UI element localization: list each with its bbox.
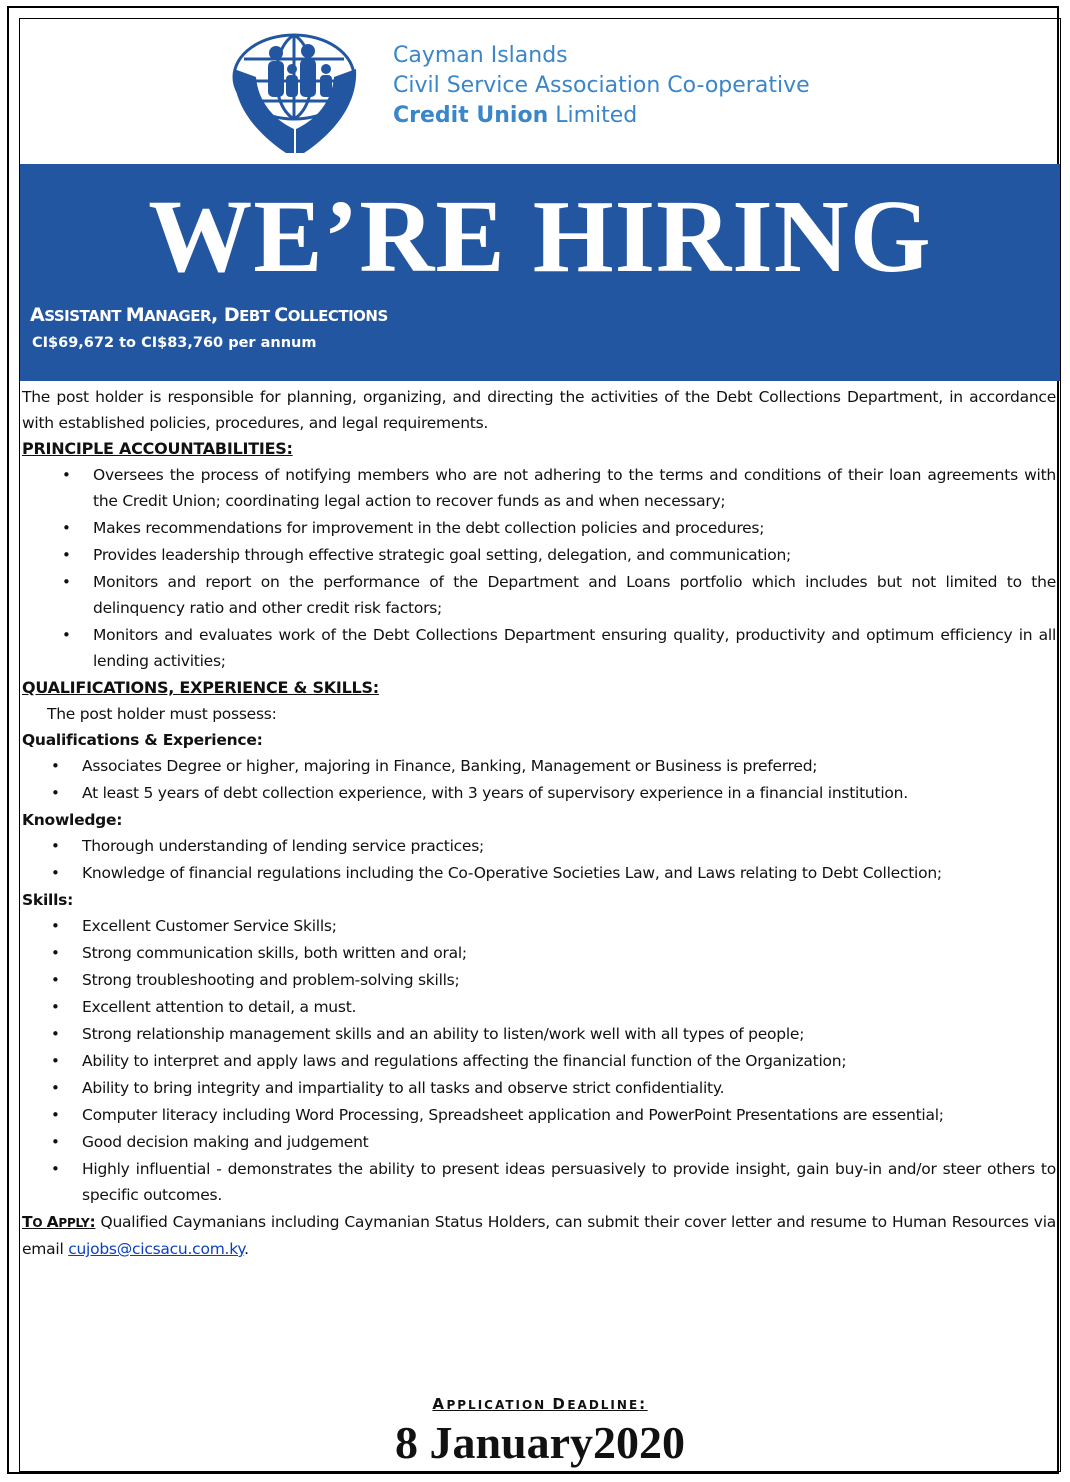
list-item: • Monitors and evaluates work of the Debt Collections Department ensuring quality, productivity and optimum efficiency in all lending activities; bbox=[22, 622, 1056, 674]
hiring-banner bbox=[20, 164, 1060, 381]
list-item: • Excellent attention to detail, a must. bbox=[22, 994, 1056, 1020]
list-item: • Strong relationship management skills and an ability to listen/work well with all types of people; bbox=[22, 1021, 1056, 1047]
qe-heading: Qualifications & Experience: bbox=[22, 731, 263, 749]
apply-end: . bbox=[244, 1240, 249, 1258]
qualifications-heading: QUALIFICATIONS, EXPERIENCE & SKILLS: bbox=[22, 678, 379, 697]
knowledge-list bbox=[22, 833, 1056, 886]
job-title-part: OLLECTIONS bbox=[287, 307, 388, 325]
apply-label-part: : bbox=[89, 1213, 96, 1231]
job-title-part: ANAGER bbox=[144, 307, 212, 325]
apply-label-part: T bbox=[22, 1213, 33, 1231]
list-item: • Strong troubleshooting and problem-solving skills; bbox=[22, 967, 1056, 993]
job-title-part: A bbox=[30, 304, 45, 326]
apply-label-part: PPLY bbox=[58, 1216, 90, 1230]
org-name-line-3 bbox=[393, 101, 810, 131]
job-title-part: M bbox=[125, 304, 145, 326]
job-title-part: C bbox=[274, 304, 288, 326]
org-name-line-1: Cayman Islands bbox=[393, 43, 568, 68]
list-item: • Excellent Customer Service Skills; bbox=[22, 913, 1056, 939]
deadline-date: 8 January2020 bbox=[394, 1417, 686, 1468]
apply-label-part: A bbox=[46, 1213, 59, 1231]
list-item: • Provides leadership through effective strategic goal setting, delegation, and communication; bbox=[22, 542, 1056, 568]
deadline-label bbox=[20, 1395, 1060, 1413]
list-item: • Monitors and report on the performance of the Department and Loans portfolio which includes but not limited to the delinquency ratio and other credit risk factors; bbox=[22, 569, 1056, 621]
deadline-label-part: EADLINE bbox=[567, 1398, 640, 1412]
organization-name bbox=[393, 41, 810, 131]
deadline-label-part: : bbox=[639, 1395, 648, 1413]
job-title-part: EBT bbox=[239, 307, 275, 325]
header bbox=[20, 19, 1060, 164]
list-item: • Knowledge of financial regulations including the Co-Operative Societies Law, and Laws relating to Debt Collection; bbox=[22, 860, 1056, 886]
page-border bbox=[7, 6, 1059, 1474]
list-item: • Good decision making and judgement bbox=[22, 1129, 1056, 1155]
banner-title: WE’RE HIRING bbox=[148, 179, 932, 294]
list-item: • At least 5 years of debt collection experience, with 3 years of supervisory experience in a financial institution. bbox=[22, 780, 1056, 806]
job-title-part: , D bbox=[211, 304, 240, 326]
job-title-part: SSISTANT bbox=[44, 307, 126, 325]
list-item: • Ability to interpret and apply laws and regulations affecting the financial function of the Organization; bbox=[22, 1048, 1056, 1074]
page-inner-border bbox=[19, 18, 1061, 1472]
apply-label-part: O bbox=[32, 1216, 47, 1230]
qualifications-lead: The post holder must possess: bbox=[47, 705, 277, 723]
org-name-line-2: Civil Service Association Co-operative bbox=[393, 73, 810, 98]
apply-email-link[interactable]: cujobs@cicsacu.com.ky bbox=[68, 1240, 245, 1258]
list-item: • Associates Degree or higher, majoring in Finance, Banking, Management or Business is preferred; bbox=[22, 753, 1056, 779]
job-title bbox=[30, 304, 388, 326]
list-item: • Highly influential - demonstrates the ability to present ideas persuasively to provide insight, gain buy-in and/or steer others to specific outcomes. bbox=[22, 1156, 1056, 1208]
skills-heading: Skills: bbox=[22, 891, 74, 909]
credit-union-logo-icon bbox=[230, 29, 360, 157]
intro-paragraph: The post holder is responsible for planning, organizing, and directing the activities of the Debt Collections Department, in accordance with established policies, procedures, and legal requirements. bbox=[22, 388, 1056, 432]
list-item: • Strong communication skills, both written and oral; bbox=[22, 940, 1056, 966]
list-item: • Makes recommendations for improvement in the debt collection policies and procedures; bbox=[22, 515, 1056, 541]
apply-paragraph bbox=[22, 1209, 1056, 1262]
org-name-rest: Limited bbox=[548, 103, 638, 128]
list-item: • Ability to bring integrity and impartiality to all tasks and observe strict confidentiality. bbox=[22, 1075, 1056, 1101]
qe-list bbox=[22, 753, 1056, 806]
salary-range: CI$69,672 to CI$83,760 per annum bbox=[32, 335, 317, 351]
deadline-label-part: D bbox=[552, 1395, 568, 1413]
deadline-label-part: A bbox=[432, 1395, 447, 1413]
knowledge-heading: Knowledge: bbox=[22, 811, 123, 829]
list-item: • Computer literacy including Word Processing, Spreadsheet application and PowerPoint Presentations are essential; bbox=[22, 1102, 1056, 1128]
deadline-label-part: PPLICATION bbox=[446, 1398, 553, 1412]
principle-heading: PRINCIPLE ACCOUNTABILITIES: bbox=[22, 439, 293, 458]
list-item: • Oversees the process of notifying members who are not adhering to the terms and conditions of their loan agreements with the Credit Union; coordinating legal action to recover funds as and when necessary; bbox=[22, 462, 1056, 514]
apply-label bbox=[22, 1213, 95, 1231]
job-description bbox=[22, 384, 1056, 1262]
skills-list bbox=[22, 913, 1056, 1208]
apply-text: Qualified Caymanians including Caymanian Status Holders, can submit their cover letter and resume to Human Resources via email bbox=[22, 1213, 1056, 1258]
principle-list bbox=[22, 462, 1056, 674]
org-name-bold: Credit Union bbox=[393, 103, 549, 128]
list-item: • Thorough understanding of lending service practices; bbox=[22, 833, 1056, 859]
